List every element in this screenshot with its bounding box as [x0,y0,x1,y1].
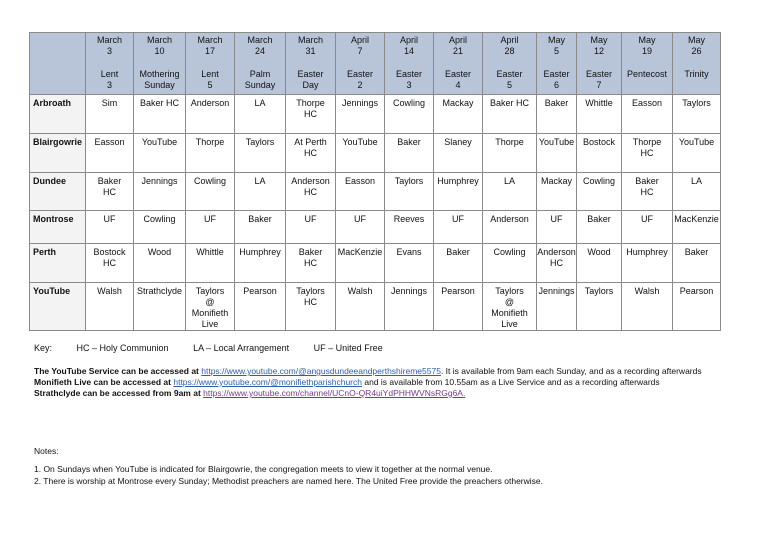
rota-cell [434,211,483,244]
rota-row [30,95,721,134]
preacher-name: Baker [397,137,421,147]
rota-cell [537,211,577,244]
column-sunday-name: Trinity [684,69,709,79]
column-date: May 12 [590,35,608,56]
column-sunday-name: Pentecost [626,69,668,79]
column-header [286,33,336,95]
rota-cell [434,95,483,134]
rota-cell [86,134,134,173]
youtube-info [34,366,734,377]
column-header [336,33,385,95]
preacher-name: UF [204,214,216,224]
column-header [186,33,235,95]
column-header [577,33,622,95]
preacher-name: Slaney [444,137,472,147]
rota-cell [286,173,336,211]
column-date: April 14 [399,35,418,56]
preacher-name: Thorpe HC [296,98,325,119]
preacher-name: Baker HC [489,98,529,108]
strathclyde-prefix: Strathclyde can be accessed from 9am at [34,388,204,398]
congregation-name: YouTube [30,283,86,331]
preacher-name: Taylors @ Monifieth Live [191,286,229,329]
preacher-name: Pearson [243,286,277,296]
rota-row [30,173,721,211]
rota-cell [186,134,235,173]
preacher-name: Thorpe [495,137,524,147]
preacher-name: Anderson [490,214,529,224]
rota-cell [483,173,537,211]
rota-cell [235,211,286,244]
rota-cell [385,173,434,211]
rota-cell [186,244,235,283]
column-sunday-name: Easter 6 [543,69,570,90]
rota-cell [537,173,577,211]
preacher-name: Humphrey [437,176,479,186]
rota-cell [86,173,134,211]
header-spacer [622,57,672,69]
rota-cell [235,173,286,211]
key-label: Key: [34,343,53,353]
column-sunday-name: Easter 3 [395,69,422,90]
rota-cell [134,244,186,283]
monifieth-prefix: Monifieth Live can be accessed at [34,377,174,387]
preacher-name: LA [690,176,702,186]
rota-cell [186,95,235,134]
column-date: March 24 [247,35,273,56]
header-spacer [483,57,536,69]
rota-cell [286,283,336,331]
preacher-name: LA [503,176,515,186]
youtube-link[interactable]: https://www.youtube.com/@angusdundeeandperthshireme5575 [201,366,441,376]
rota-cell [134,134,186,173]
preacher-name: Cowling [143,214,176,224]
youtube-suffix: . It is available from 9am each Sunday, and as a recording afterwards [440,366,702,376]
rota-cell [622,95,673,134]
header-row [30,33,721,95]
strathclyde-info [34,388,734,399]
preacher-name: Baker [544,98,569,108]
preacher-name: Humphrey [626,247,668,257]
header-spacer [286,57,335,69]
preacher-name: UF [103,214,116,224]
header-spacer [385,57,433,69]
rota-row [30,244,721,283]
rota-cell [336,95,385,134]
preacher-name: Walsh [634,286,660,296]
rota-row [30,283,721,331]
preacher-name: Evans [396,247,422,257]
congregation-name: Montrose [30,211,86,244]
rota-cell [186,173,235,211]
preacher-name: YouTube [678,137,715,147]
preacher-name: Jennings [390,286,428,296]
rota-cell [483,134,537,173]
note-item-2: 2. There is worship at Montrose every Sunday; Methodist preachers are named here. The United Free provide the preachers otherwise. [34,476,544,486]
preacher-name: LA [254,98,266,108]
preacher-name: Jennings [141,176,178,186]
column-date: March 10 [146,35,172,56]
column-header [673,33,721,95]
preacher-name: Cowling [493,247,526,257]
rota-cell [622,244,673,283]
rota-cell [385,211,434,244]
preacher-name: UF [452,214,464,224]
rota-cell [86,211,134,244]
preacher-name: Whittle [585,98,613,108]
preacher-name: Mackay [442,98,474,108]
rota-cell [134,95,186,134]
column-header [622,33,673,95]
rota-cell [286,134,336,173]
preacher-name: Baker [248,214,272,224]
preacher-name: Taylors HC [296,286,325,307]
column-sunday-name: Lent 3 [100,69,119,90]
congregation-name: Arbroath [30,95,86,134]
youtube-prefix: The YouTube Service can be accessed at [34,366,202,376]
column-date: May 19 [638,35,656,56]
rota-cell [86,95,134,134]
preacher-name: Wood [587,247,611,257]
key-legend [34,343,405,353]
rota-cell [286,211,336,244]
rota-cell [385,283,434,331]
rota-cell [86,283,134,331]
column-date: March 17 [197,35,223,56]
column-header [134,33,186,95]
preacher-name: Easson [631,98,663,108]
preacher-name: Bostock [582,137,615,147]
rota-cell [235,283,286,331]
preacher-name: MacKenzie [674,214,719,224]
header-spacer [434,57,482,69]
preacher-name: Mackay [540,176,572,186]
preacher-name: Cowling [193,176,226,186]
preacher-name: Jennings [538,286,575,296]
rota-cell [577,134,622,173]
preacher-name: Baker [587,214,611,224]
preacher-name: Easson [94,137,125,147]
monifieth-suffix: and is available from 10.55am as a Live Service and as a recording afterwards [362,377,660,387]
column-header [483,33,537,95]
preacher-name: Anderson [190,98,230,108]
preacher-name: Thorpe [195,137,225,147]
column-sunday-name: Easter Day [297,69,324,90]
column-sunday-name: Easter 7 [585,69,612,90]
rota-row [30,211,721,244]
rota-cell [673,244,721,283]
rota-cell [673,283,721,331]
rota-cell [336,283,385,331]
preacher-name: Taylors [682,98,711,108]
column-date: March 31 [297,35,323,56]
rota-cell [134,211,186,244]
column-header [385,33,434,95]
key-uf: UF – United Free [313,343,383,353]
header-spacer [336,57,384,69]
rota-body [30,95,721,331]
rota-cell [622,134,673,173]
rota-cell [286,95,336,134]
notes-heading: Notes: [34,446,59,456]
rota-cell [336,134,385,173]
header-spacer [186,57,234,69]
preacher-name: Whittle [196,247,224,257]
rota-cell [336,211,385,244]
rota-cell [186,283,235,331]
header-spacer [673,57,720,69]
rota-cell [434,134,483,173]
preacher-name: UF [354,214,366,224]
preacher-name: Taylors [245,137,275,147]
column-sunday-name: Mothering Sunday [139,69,180,90]
preacher-name: Walsh [347,286,373,296]
header-spacer [577,57,621,69]
rota-cell [537,244,577,283]
preacher-name: Sim [101,98,118,108]
strathclyde-link[interactable]: https://www.youtube.com/channel/UCnO-QR4uiYdPHHWVNsRGg6A. [203,388,466,398]
rota-cell [673,134,721,173]
rota-cell [385,95,434,134]
header-spacer [235,57,285,69]
header-spacer [537,57,576,69]
preacher-name: Anderson HC [537,247,576,268]
rota-cell [286,244,336,283]
rota-cell [537,134,577,173]
column-date: April 7 [350,35,369,56]
preacher-name: Jennings [341,98,379,108]
preacher-name: Anderson HC [291,176,330,197]
column-date: April 21 [448,35,467,56]
rota-cell [673,211,721,244]
key-la: LA – Local Arrangement [193,343,290,353]
rota-cell [336,173,385,211]
preacher-name: Wood [147,247,172,257]
rota-cell [622,173,673,211]
rota-cell [434,283,483,331]
preacher-name: Cowling [392,98,425,108]
rota-cell [673,95,721,134]
rota-cell [537,95,577,134]
rota-cell [537,283,577,331]
preacher-name: Taylors [584,286,614,296]
preacher-name: UF [550,214,563,224]
rota-cell [673,173,721,211]
rota-cell [434,244,483,283]
column-header [235,33,286,95]
column-header [537,33,577,95]
preacher-name: Walsh [97,286,122,296]
rota-cell [434,173,483,211]
preacher-name: MacKenzie [337,247,383,257]
rota-cell [577,283,622,331]
monifieth-info [34,377,734,388]
preacher-name: UF [641,214,653,224]
preacher-name: Easson [344,176,376,186]
congregation-name: Dundee [30,173,86,211]
rota-cell [385,134,434,173]
preacher-name: Pearson [679,286,714,296]
rota-cell [577,211,622,244]
column-sunday-name: Easter 4 [444,69,471,90]
rota-cell [336,244,385,283]
preacher-name: Baker [684,247,709,257]
preacher-name: YouTube [538,137,575,147]
access-info [34,366,734,399]
rota-cell [577,173,622,211]
preacher-name: At Perth HC [294,137,327,158]
column-header [86,33,134,95]
column-date: March 3 [96,35,122,56]
header-spacer [134,57,185,69]
rota-cell [235,244,286,283]
column-date: May 26 [687,35,705,56]
rota-cell [622,283,673,331]
preaching-rota-table [29,32,721,331]
monifieth-link[interactable]: https://www.youtube.com/@monifiethparishchurch [173,377,362,387]
preacher-name: Baker HC [139,98,179,108]
preacher-name: Bostock HC [93,247,126,268]
rota-cell [483,244,537,283]
rota-cell [577,244,622,283]
note-item-1: 1. On Sundays when YouTube is indicated for Blairgowrie, the congregation meets to view it together at the normal venue. [34,464,493,474]
congregation-name: Blairgowrie [30,134,86,173]
rota-cell [622,211,673,244]
preacher-name: Reeves [393,214,425,224]
preacher-name: YouTube [342,137,378,147]
preacher-name: LA [254,176,266,186]
rota-row [30,134,721,173]
preacher-name: Baker HC [298,247,323,268]
rota-cell [134,173,186,211]
column-sunday-name: Palm Sunday [244,69,276,90]
column-sunday-name: Easter 5 [496,69,523,90]
rota-cell [483,211,537,244]
preacher-name: Baker HC [635,176,659,197]
corner-cell [30,33,86,95]
preacher-name: Cowling [582,176,615,186]
rota-cell [577,95,622,134]
column-sunday-name: Lent 5 [201,69,219,90]
rota-cell [483,95,537,134]
rota-cell [235,134,286,173]
preacher-name: Humphrey [239,247,281,257]
rota-cell [186,211,235,244]
preacher-name: YouTube [141,137,178,147]
preacher-name: Taylors @ Monifieth Live [491,286,528,329]
rota-cell [483,283,537,331]
preacher-name: Baker [446,247,470,257]
key-hc: HC – Holy Communion [76,343,169,353]
header-spacer [86,57,133,69]
column-sunday-name: Easter 2 [346,69,373,90]
column-date: May 5 [547,35,565,56]
preacher-name: UF [304,214,317,224]
preacher-name: Taylors [394,176,424,186]
rota-cell [385,244,434,283]
preacher-name: Strathclyde [136,286,183,296]
column-date: April 28 [500,35,519,56]
column-header [434,33,483,95]
notes-section [34,445,543,487]
rota-cell [86,244,134,283]
preacher-name: Thorpe HC [632,137,662,158]
preacher-name: Pearson [441,286,475,296]
congregation-name: Perth [30,244,86,283]
rota-cell [134,283,186,331]
preacher-name: Baker HC [97,176,122,197]
rota-cell [235,95,286,134]
